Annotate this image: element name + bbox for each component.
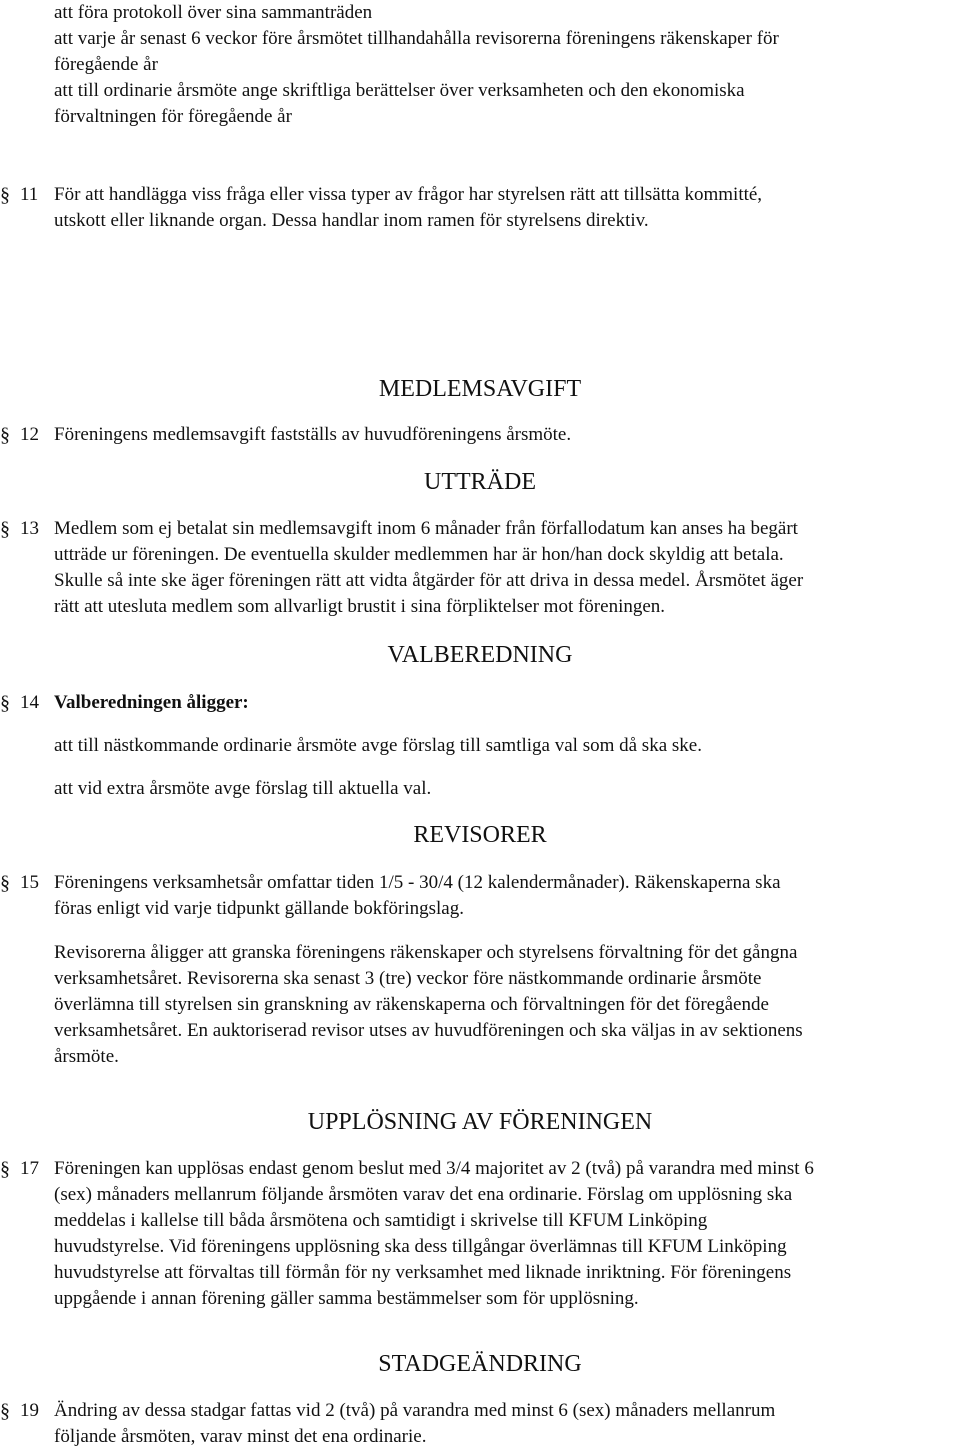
text-line: Föreningens verksamhetsår omfattar tiden 1/5 - 30/4 (12 kalendermånader). Räkenskaperna ska — [54, 872, 781, 893]
text-line: utträde ur föreningen. De eventuella skulder medlemmen har är hon/han dock skyldig att betala. — [54, 544, 784, 565]
text-line: överlämna till styrelsen sin granskning av räkenskaperna och förvaltningen för det föregående — [54, 994, 769, 1015]
section-number: 19 — [20, 1400, 39, 1421]
section-body — [54, 182, 960, 234]
text-line: verksamhetsåret. En auktoriserad revisor utses av huvudföreningen och ska väljas in av sektionens — [54, 1020, 803, 1041]
text-line: Ändring av dessa stadgar fattas vid 2 (två) på varandra med minst 6 (sex) månaders mellanrum — [54, 1400, 776, 1421]
text-line: Revisorerna åligger att granska föreningens räkenskaper och styrelsens förvaltning för det gångna — [54, 942, 798, 963]
section-number: 12 — [20, 424, 39, 445]
section-sign: § — [0, 424, 10, 446]
section-body — [54, 1398, 960, 1450]
heading-medlemsavgift: MEDLEMSAVGIFT — [378, 376, 582, 402]
text-line: huvudstyrelse att förvaltas till förmån för ny verksamhet med liknade inriktning. För föreningens — [54, 1262, 792, 1283]
section-body — [54, 422, 960, 448]
text-line: Skulle så inte ske äger föreningen rätt att vidta åtgärder för att driva in dessa medel. Årsmötet äger — [54, 570, 804, 591]
text-line: föras enligt vid varje tidpunkt gällande bokföringslag. — [54, 898, 464, 919]
text-line: uppgående i annan förening gäller samma bestämmelser som för upplösning. — [54, 1288, 639, 1309]
text-line: årsmöte. — [54, 1046, 119, 1067]
text-line: verksamhetsåret. Revisorerna ska senast 3 (tre) veckor före nästkommande ordinarie årsmöte — [54, 968, 762, 989]
section-body — [54, 870, 960, 922]
section-sign: § — [0, 1158, 10, 1180]
text-line: meddelas i kallelse till båda årsmötena och samtidigt i skrivelse till KFUM Linköping — [54, 1210, 708, 1231]
list-item: att vid extra årsmöte avge förslag till aktuella val. — [54, 778, 432, 799]
section-body — [54, 690, 960, 716]
list-item: förvaltningen för föregående år — [54, 106, 292, 127]
section-sign: § — [0, 692, 10, 714]
section-sign: § — [0, 1400, 10, 1422]
text-line: (sex) månaders mellanrum följande årsmöten varav det ena ordinarie. Förslag om upplösning ska — [54, 1184, 793, 1205]
text-line: huvudstyrelse. Vid föreningens upplösning ska dess tillgångar överlämnas till KFUM Linköping — [54, 1236, 787, 1257]
section-body — [54, 1156, 960, 1312]
text-line: Medlem som ej betalat sin medlemsavgift inom 6 månader från förfallodatum kan anses ha begärt — [54, 518, 798, 539]
list-item: föregående år — [54, 54, 158, 75]
text-line: Föreningen kan upplösas endast genom beslut med 3/4 majoritet av 2 (två) på varandra med minst 6 — [54, 1158, 814, 1179]
section-title: Valberedningen åligger: — [54, 692, 249, 713]
section-number: 15 — [20, 872, 39, 893]
section-sign: § — [0, 184, 10, 206]
section-number: 14 — [20, 692, 39, 713]
list-item: att till nästkommande ordinarie årsmöte avge förslag till samtliga val som då ska ske. — [54, 735, 702, 756]
heading-upplosning: UPPLÖSNING AV FÖRENINGEN — [307, 1109, 653, 1135]
section-number: 11 — [20, 184, 39, 205]
heading-stadgeandring: STADGEÄNDRING — [378, 1351, 582, 1377]
section-number: 17 — [20, 1158, 39, 1179]
heading-uttrade: UTTRÄDE — [424, 469, 536, 495]
text-line: Föreningens medlemsavgift fastställs av huvudföreningens årsmöte. — [54, 424, 572, 445]
list-item: att föra protokoll över sina sammanträden — [54, 2, 373, 23]
text-line: utskott eller liknande organ. Dessa handlar inom ramen för styrelsens direktiv. — [54, 210, 649, 231]
heading-revisorer: REVISORER — [413, 822, 547, 848]
section-sign: § — [0, 518, 10, 540]
text-line: följande årsmöten, varav minst det ena ordinarie. — [54, 1426, 427, 1447]
heading-valberedning: VALBEREDNING — [387, 642, 573, 668]
section-number: 13 — [20, 518, 39, 539]
text-line: rätt att utesluta medlem som allvarligt brustit i sina förpliktelser mot föreningen. — [54, 596, 666, 617]
paragraph-revisorer — [54, 940, 960, 1070]
list-item: att till ordinarie årsmöte ange skriftliga berättelser över verksamheten och den ekonomiska — [54, 80, 745, 101]
list-item: att varje år senast 6 veckor före årsmötet tillhandahålla revisorerna föreningens räkenskaper för — [54, 28, 779, 49]
section-sign: § — [0, 872, 10, 894]
section-body — [54, 516, 960, 620]
text-line: För att handlägga viss fråga eller vissa typer av frågor har styrelsen rätt att tillsätta kommitté, — [54, 184, 763, 205]
